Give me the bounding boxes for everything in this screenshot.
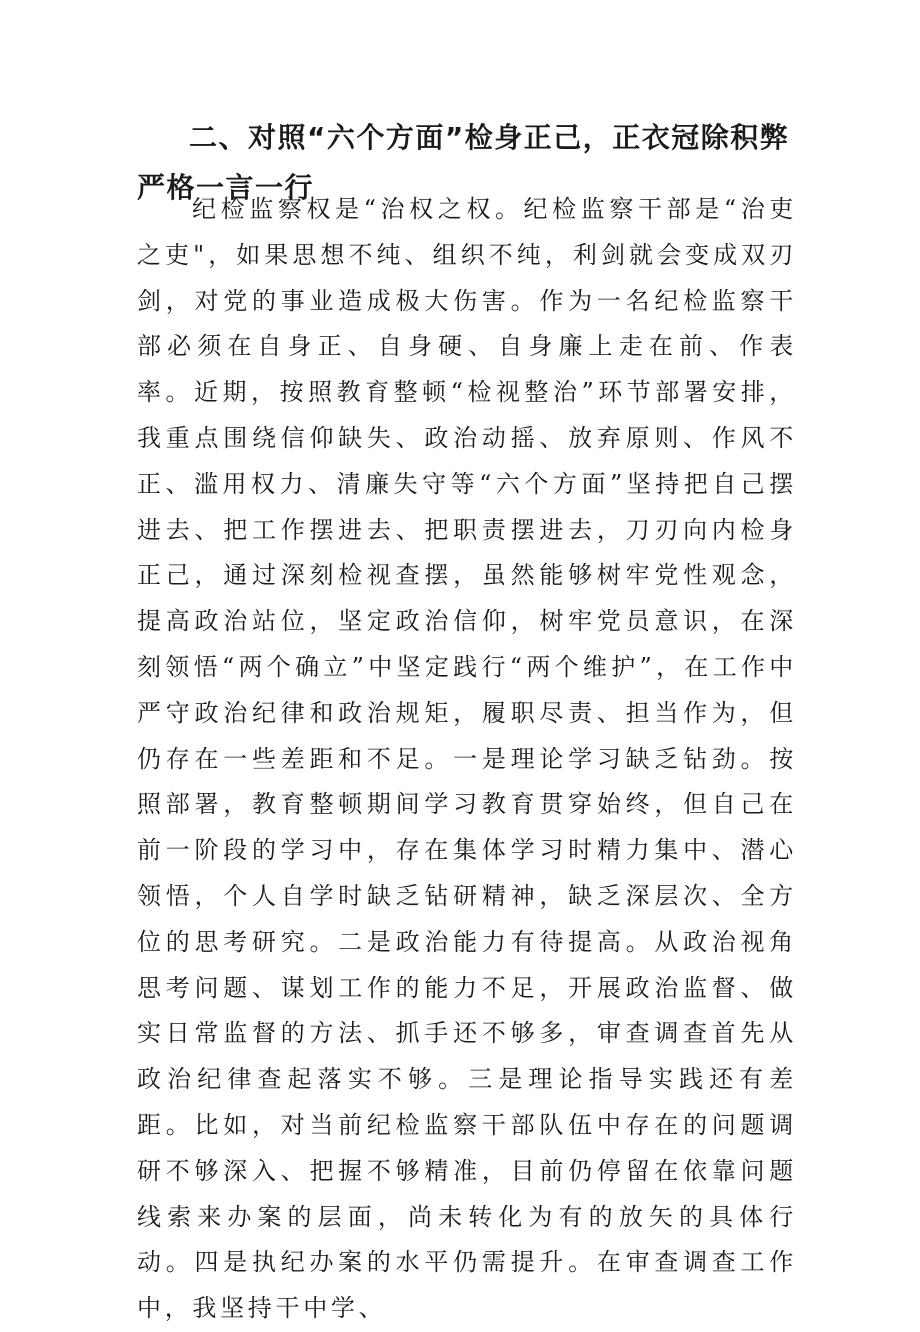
section-heading: 二、对照“六个方面”检身正己，正衣冠除积弊严格一言一行 [137, 121, 790, 204]
body-paragraph: 纪检监察权是“治权之权。纪检监察干部是“治吏之吏"，如果思想不纯、组织不纯，利剑就会变成双刃剑，对党的事业造成极大伤害。作为一名纪检监察干部必须在自身正、自身硬、自身廉上走在前、作表率。近期，按照教育整顿“检视整治”环节部署安排，我重点围绕信仰缺失、政治动摇、放弃原则、作风不正、滥用权力、清廉失守等“六个方面”坚持把自己摆进去、把工作摆进去、把职责摆进去，刀刃向内检身正己，通过深刻检视查摆，虽然能够树牢党性观念，提高政治站位，坚定政治信仰，树牢党员意识，在深刻领悟“两个确立”中坚定践行“两个维护”，在工作中严守政治纪律和政治规矩，履职尽责、担当作为，但仍存在一些差距和不足。一是理论学习缺乏钻劲。按照部署，教育整顿期间学习教育贯穿始终，但自己在前一阶段的学习中，存在集体学习时精力集中、潜心领悟，个人自学时缺乏钻研精神，缺乏深层次、全方位的思考研究。二是政治能力有待提高。从政治视角思考问题、谋划工作的能力不足，开展政治监督、做实日常监督的方法、抓手还不够多，审查调查首先从政治纪律查起落实不够。三是理论指导实践还有差距。比如，对当前纪检监察干部队伍中存在的问题调研不够深入、把握不够精准，目前仍停留在依靠问题线索来办案的层面，尚未转化为有的放矢的具体行动。四是执纪办案的水平仍需提升。在审查调查工作中，我坚持干中学、 [137, 195, 797, 1323]
